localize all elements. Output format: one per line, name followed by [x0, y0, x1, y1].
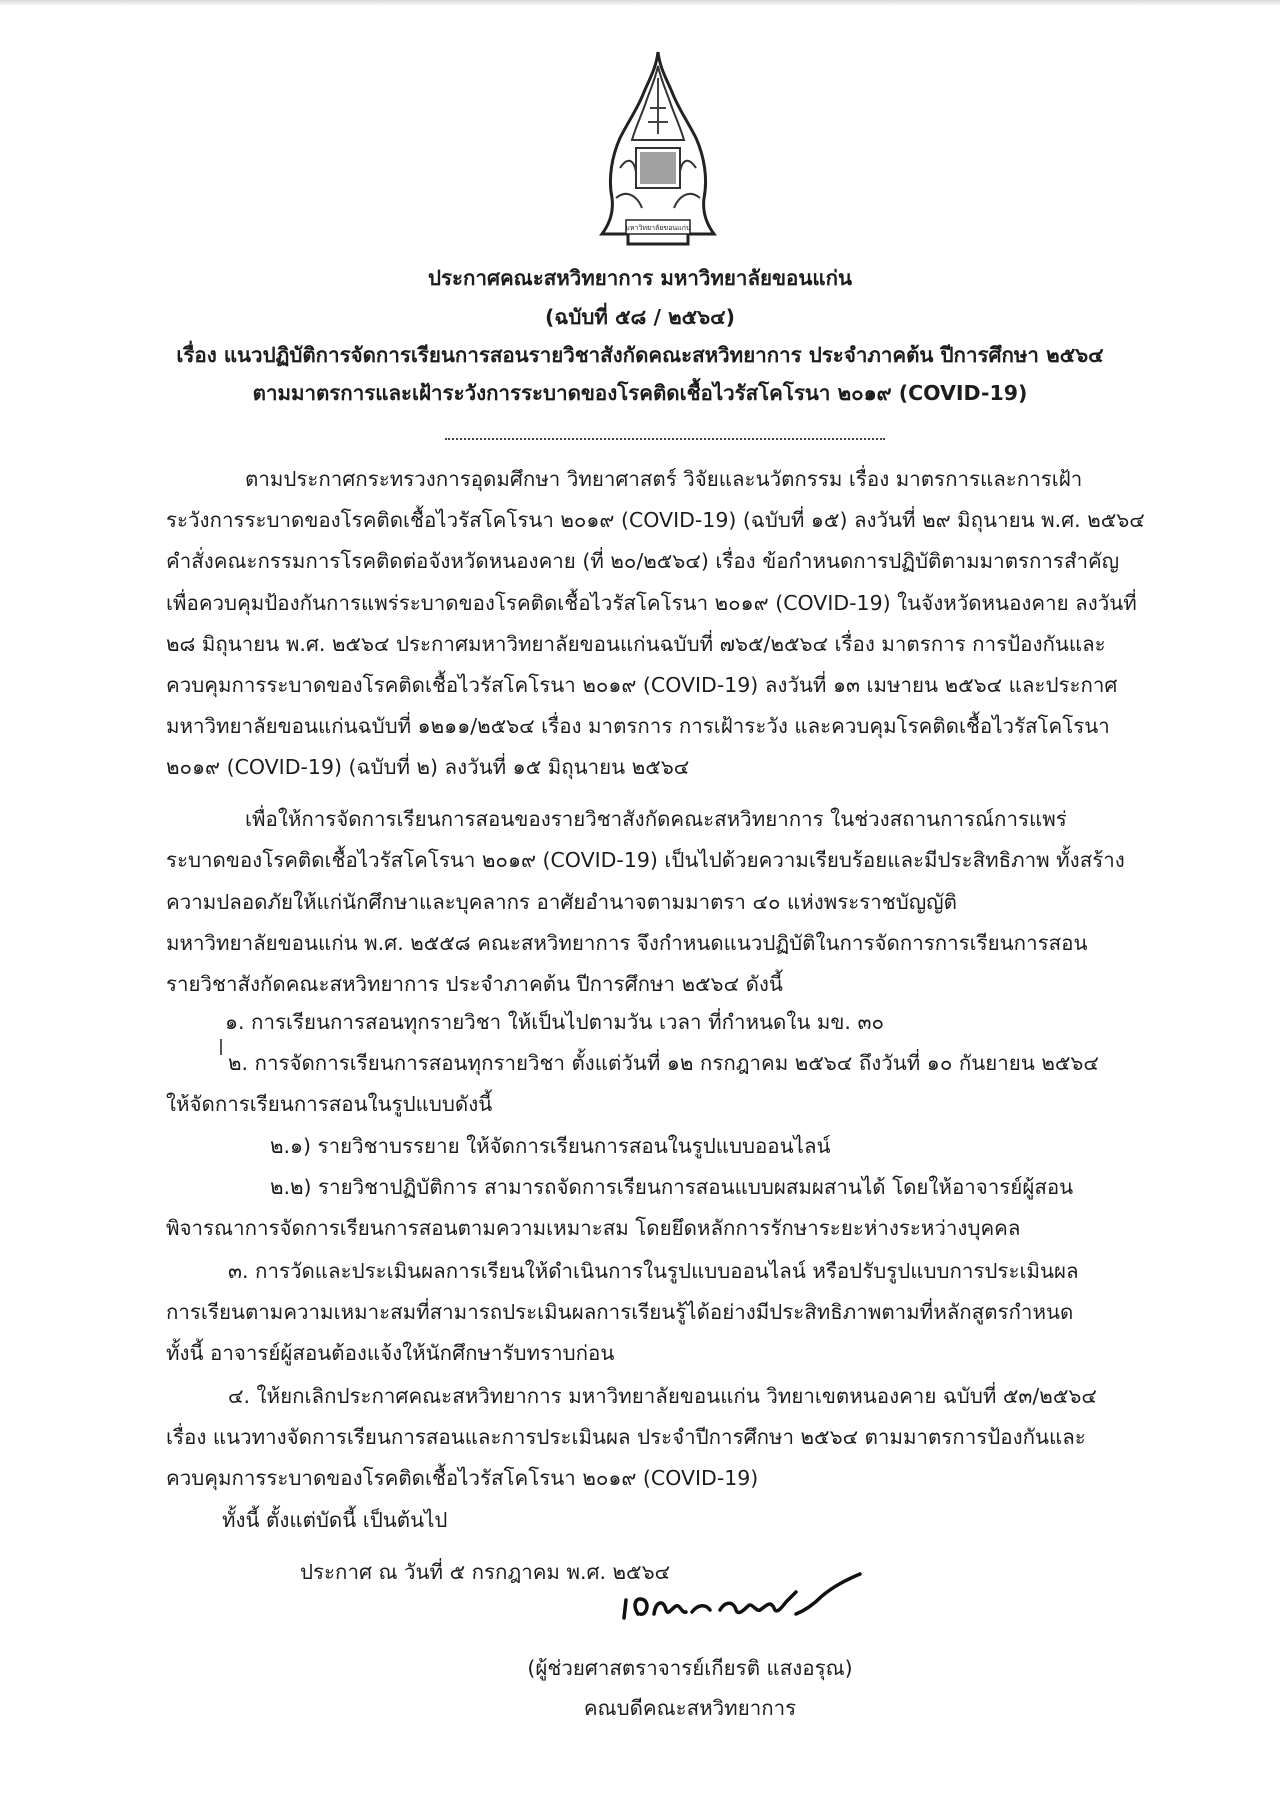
item-3-line: ๓. การวัดและประเมินผลการเรียนให้ดำเนินการในรูปแบบออนไลน์ หรือปรับรูปแบบการประเมินผล — [228, 1259, 1079, 1283]
subject-line-1: เรื่อง แนวปฏิบัติการจัดการเรียนการสอนรายวิชาสังกัดคณะสหวิทยาการ ประจำภาคต้น ปีการศึกษา ๒๕๖๔ — [176, 343, 1104, 367]
paragraph-2-line: รายวิชาสังกัดคณะสหวิทยาการ ประจำภาคต้น ปีการศึกษา ๒๕๖๔ ดังนี้ — [166, 972, 783, 996]
paragraph-1-line: ๒๐๑๙ (COVID-19) (ฉบับที่ ๒) ลงวันที่ ๑๕ มิถุนายน ๒๕๖๔ — [166, 755, 690, 779]
scan-edge — [0, 0, 1280, 6]
effective-statement: ทั้งนี้ ตั้งแต่บัดนี้ เป็นต้นไป — [222, 1508, 448, 1532]
item-2-2-line: พิจารณาการจัดการเรียนการสอนตามความเหมาะสม โดยยึดหลักการรักษาระยะห่างระหว่างบุคคล — [166, 1216, 1021, 1240]
paragraph-1-line: ๒๘ มิถุนายน พ.ศ. ๒๕๖๔ ประกาศมหาวิทยาลัยขอนแก่นฉบับที่ ๗๖๕/๒๕๖๔ เรื่อง มาตรการ การป้องกันและ — [166, 632, 1106, 656]
item-4-line: ๔. ให้ยกเลิกประกาศคณะสหวิทยาการ มหาวิทยาลัยขอนแก่น วิทยาเขตหนองคาย ฉบับที่ ๕๓/๒๕๖๔ — [228, 1384, 1097, 1408]
item-3-line: ทั้งนี้ อาจารย์ผู้สอนต้องแจ้งให้นักศึกษารับทราบก่อน — [166, 1341, 615, 1365]
signatory-name: (ผู้ช่วยศาสตราจารย์เกียรติ แสงอรุณ) — [527, 1656, 853, 1680]
paragraph-2-line: มหาวิทยาลัยขอนแก่น พ.ศ. ๒๕๕๘ คณะสหวิทยาการ จึงกำหนดแนวปฏิบัติในการจัดการการเรียนการสอน — [166, 931, 1088, 955]
paragraph-1-line: มหาวิทยาลัยขอนแก่นฉบับที่ ๑๒๑๑/๒๕๖๔ เรื่อง มาตรการ การเฝ้าระวัง และควบคุมโรคติดเชื้อไวรัสโคโรนา — [166, 714, 1110, 738]
university-seal-icon — [598, 48, 718, 258]
subject-line-2: ตามมาตรการและเฝ้าระวังการระบาดของโรคติดเชื้อไวรัสโคโรนา ๒๐๑๙ (COVID-19) — [252, 381, 1028, 405]
item-2-1: ๒.๑) รายวิชาบรรยาย ให้จัดการเรียนการสอนในรูปแบบออนไลน์ — [270, 1134, 831, 1158]
item-1: ๑. การเรียนการสอนทุกรายวิชา ให้เป็นไปตามวัน เวลา ที่กำหนดใน มข. ๓๐ — [225, 1010, 884, 1034]
signatory-position: คณบดีคณะสหวิทยาการ — [583, 1696, 797, 1720]
item-2-2-line: ๒.๒) รายวิชาปฏิบัติการ สามารถจัดการเรียนการสอนแบบผสมผสานได้ โดยให้อาจารย์ผู้สอน — [270, 1175, 1074, 1199]
item-2-line: ให้จัดการเรียนการสอนในรูปแบบดังนี้ — [166, 1092, 493, 1116]
paragraph-1-line: ควบคุมการระบาดของโรคติดเชื้อไวรัสโคโรนา ๒๐๑๙ (COVID-19) ลงวันที่ ๑๓ เมษายน ๒๕๖๔ และประกาศ — [166, 673, 1118, 697]
paragraph-2-line: เพื่อให้การจัดการเรียนการสอนของรายวิชาสังกัดคณะสหวิทยาการ ในช่วงสถานการณ์การแพร่ — [245, 807, 1067, 831]
announcement-number: (ฉบับที่ ๕๘ / ๒๕๖๔) — [544, 305, 736, 329]
announcement-title: ประกาศคณะสหวิทยาการ มหาวิทยาลัยขอนแก่น — [428, 266, 852, 290]
paragraph-1-line: ตามประกาศกระทรวงการอุดมศึกษา วิทยาศาสตร์ วิจัยและนวัตกรรม เรื่อง มาตรการและการเฝ้า — [245, 467, 1083, 491]
paragraph-1-line: คำสั่งคณะกรรมการโรคติดต่อจังหวัดหนองคาย (ที่ ๒๐/๒๕๖๔) เรื่อง ข้อกำหนดการปฏิบัติตามมาตรการสำคัญ — [166, 549, 1120, 573]
dotted-divider — [445, 438, 885, 440]
paragraph-1-line: เพื่อควบคุมป้องกันการแพร่ระบาดของโรคติดเชื้อไวรัสโคโรนา ๒๐๑๙ (COVID-19) ในจังหวัดหนองคาย ลงวันที่ — [166, 591, 1137, 615]
item-2-line: ๒. การจัดการเรียนการสอนทุกรายวิชา ตั้งแต่วันที่ ๑๒ กรกฎาคม ๒๕๖๔ ถึงวันที่ ๑๐ กันยายน ๒๕๖๔ — [228, 1051, 1099, 1075]
paragraph-2-line: ระบาดของโรคติดเชื้อไวรัสโคโรนา ๒๐๑๙ (COVID-19) เป็นไปด้วยความเรียบร้อยและมีประสิทธิภาพ ทั้งสร้าง — [166, 848, 1125, 872]
svg-text:มหาวิทยาลัยขอนแก่น: มหาวิทยาลัยขอนแก่น — [625, 224, 691, 232]
item-4-line: ควบคุมการระบาดของโรคติดเชื้อไวรัสโคโรนา ๒๐๑๙ (COVID-19) — [166, 1466, 759, 1490]
margin-mark — [220, 1039, 222, 1055]
handwritten-signature — [610, 1570, 890, 1640]
item-3-line: การเรียนตามความเหมาะสมที่สามารถประเมินผลการเรียนรู้ได้อย่างมีประสิทธิภาพตามที่หลักสูตรกำหนด — [166, 1300, 1074, 1324]
paragraph-1-line: ระวังการระบาดของโรคติดเชื้อไวรัสโคโรนา ๒๐๑๙ (COVID-19) (ฉบับที่ ๑๕) ลงวันที่ ๒๙ มิถุนายน พ.ศ. ๒๕๖๔ — [166, 508, 1145, 532]
paragraph-2-line: ความปลอดภัยให้แก่นักศึกษาและบุคลากร อาศัยอำนาจตามมาตรา ๔๐ แห่งพระราชบัญญัติ — [166, 890, 957, 914]
item-4-line: เรื่อง แนวทางจัดการเรียนการสอนและการประเมินผล ประจำปีการศึกษา ๒๕๖๔ ตามมาตรการป้องกันและ — [166, 1425, 1086, 1449]
announce-date: ประกาศ ณ วันที่ ๕ กรกฎาคม พ.ศ. ๒๕๖๔ — [300, 1560, 671, 1584]
